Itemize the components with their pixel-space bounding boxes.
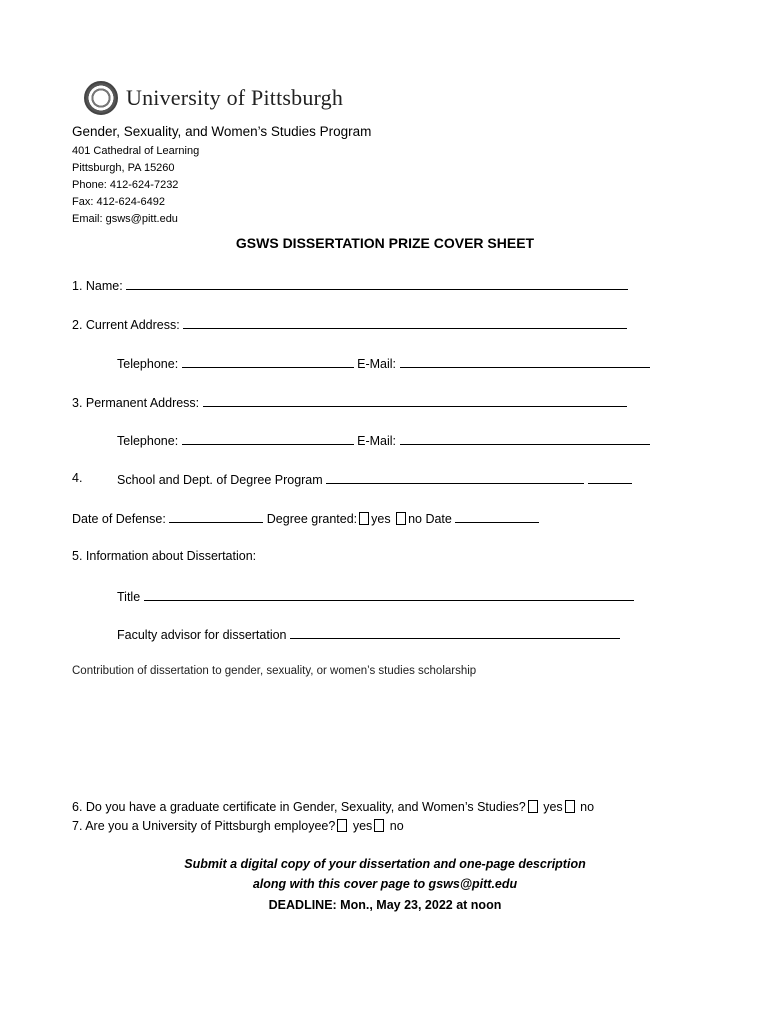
name-label: 1. Name: bbox=[72, 279, 123, 293]
email-contact: Email: gsws@pitt.edu bbox=[72, 213, 178, 225]
item-4-number: 4. bbox=[72, 471, 83, 485]
advisor-field[interactable] bbox=[290, 626, 620, 639]
question-7-text: 7. Are you a University of Pittsburgh employee? bbox=[72, 819, 336, 833]
phone: Phone: 412-624-7232 bbox=[72, 179, 179, 191]
defense-row bbox=[72, 510, 539, 526]
school-dept-label: School and Dept. of Degree Program bbox=[117, 473, 323, 487]
advisor-label: Faculty advisor for dissertation bbox=[117, 628, 287, 642]
question-6-row bbox=[72, 800, 594, 814]
submit-instructions-line-1: Submit a digital copy of your dissertation and one-page description bbox=[184, 857, 586, 871]
permanent-email-field[interactable] bbox=[400, 432, 650, 445]
school-dept-row bbox=[117, 471, 632, 487]
q6-no-checkbox[interactable] bbox=[565, 800, 575, 813]
date-label: Date bbox=[425, 512, 452, 526]
fax: Fax: 412-624-6492 bbox=[72, 196, 165, 208]
current-address-row bbox=[72, 316, 627, 332]
name-row bbox=[72, 277, 628, 293]
address-line-1: 401 Cathedral of Learning bbox=[72, 145, 200, 157]
q7-yes-label: yes bbox=[352, 819, 373, 833]
current-email-field[interactable] bbox=[400, 355, 650, 368]
q6-yes-checkbox[interactable] bbox=[528, 800, 538, 813]
contribution-label: Contribution of dissertation to gender, sexuality, or women’s studies scholarship bbox=[72, 665, 477, 677]
school-dept-extra-field[interactable] bbox=[588, 471, 632, 484]
current-address-label: 2. Current Address: bbox=[72, 318, 180, 332]
program-name: Gender, Sexuality, and Women’s Studies Program bbox=[72, 124, 372, 139]
q7-no-checkbox[interactable] bbox=[374, 819, 384, 832]
date-of-defense-field[interactable] bbox=[169, 510, 263, 523]
form-title: GSWS DISSERTATION PRIZE COVER SHEET bbox=[235, 235, 535, 251]
title-row bbox=[117, 588, 634, 604]
q6-no-label: no bbox=[580, 800, 595, 814]
permanent-address-label: 3. Permanent Address: bbox=[72, 396, 200, 410]
university-logo bbox=[84, 80, 343, 116]
q7-no-label: no bbox=[389, 819, 404, 833]
address-line-2: Pittsburgh, PA 15260 bbox=[72, 162, 175, 174]
submit-instructions-line-2: along with this cover page to gsws@pitt.edu bbox=[252, 877, 518, 891]
permanent-address-row bbox=[72, 394, 627, 410]
dissertation-info-heading: 5. Information about Dissertation: bbox=[72, 549, 257, 563]
degree-yes-checkbox[interactable] bbox=[359, 512, 369, 525]
permanent-telephone-field[interactable] bbox=[182, 432, 354, 445]
telephone-label: Telephone: bbox=[117, 434, 179, 448]
university-seal-icon bbox=[84, 81, 118, 115]
current-contact-row bbox=[117, 355, 650, 371]
current-address-field[interactable] bbox=[183, 316, 627, 329]
q6-yes-label: yes bbox=[543, 800, 563, 814]
school-dept-field[interactable] bbox=[326, 471, 584, 484]
deadline: DEADLINE: Mon., May 23, 2022 at noon bbox=[268, 898, 502, 912]
degree-date-field[interactable] bbox=[455, 510, 539, 523]
dissertation-title-field[interactable] bbox=[144, 588, 634, 601]
date-of-defense-label: Date of Defense: bbox=[72, 512, 166, 526]
name-field[interactable] bbox=[126, 277, 628, 290]
permanent-contact-row bbox=[117, 432, 650, 448]
q7-yes-checkbox[interactable] bbox=[337, 819, 347, 832]
permanent-address-field[interactable] bbox=[203, 394, 627, 407]
degree-no-checkbox[interactable] bbox=[396, 512, 406, 525]
question-6-text: 6. Do you have a graduate certificate in Gender, Sexuality, and Women’s Studies? bbox=[72, 800, 526, 814]
title-label: Title bbox=[117, 590, 141, 604]
degree-granted-label: Degree granted: bbox=[266, 512, 358, 526]
advisor-row bbox=[117, 626, 620, 642]
telephone-label: Telephone: bbox=[117, 357, 179, 371]
degree-yes-label: yes bbox=[371, 512, 391, 526]
current-telephone-field[interactable] bbox=[182, 355, 354, 368]
degree-no-label: no bbox=[408, 512, 422, 526]
email-label: E-Mail: bbox=[357, 357, 397, 371]
university-name: University of Pittsburgh bbox=[126, 85, 344, 110]
email-label: E-Mail: bbox=[357, 434, 397, 448]
question-7-row bbox=[72, 819, 404, 833]
